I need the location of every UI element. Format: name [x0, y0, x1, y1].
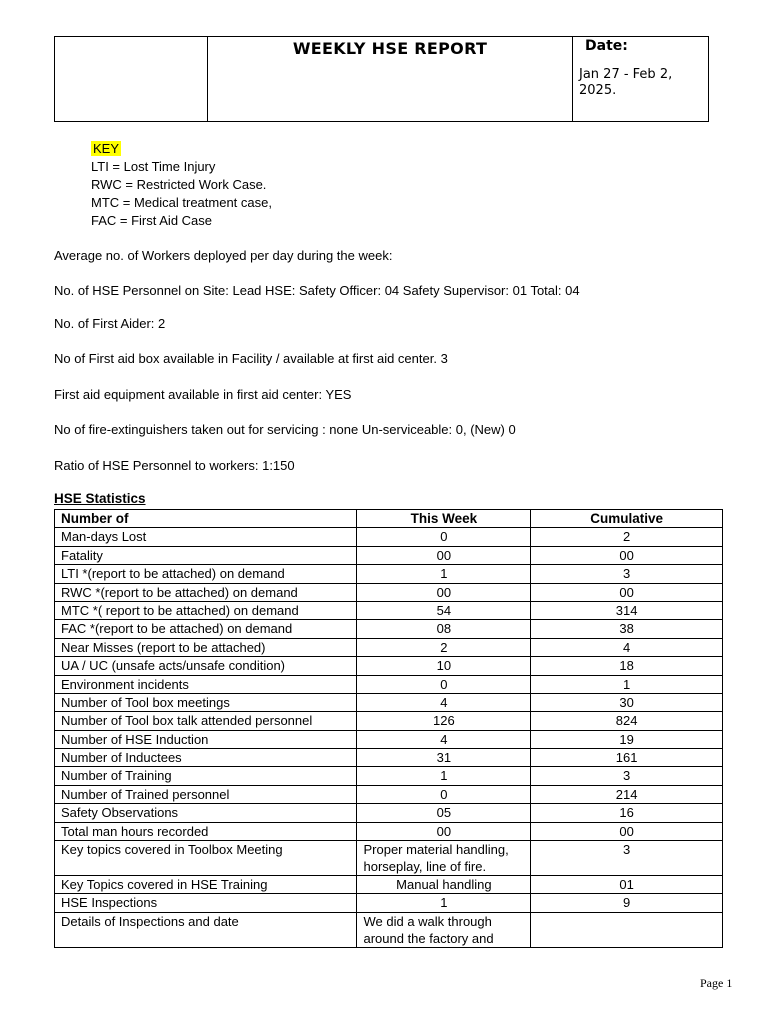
table-row — [55, 546, 723, 564]
row-this-week: 1 — [357, 565, 531, 583]
row-cumulative: 3 — [531, 565, 723, 583]
row-label: Key topics covered in Toolbox Meeting — [55, 841, 357, 876]
table-row — [55, 841, 723, 876]
table-row — [55, 638, 723, 656]
row-cumulative: 00 — [531, 546, 723, 564]
row-label: MTC *( report to be attached) on demand — [55, 601, 357, 619]
row-this-week: 0 — [357, 675, 531, 693]
table-row — [55, 876, 723, 894]
row-label: Environment incidents — [55, 675, 357, 693]
hse-statistics-title: HSE Statistics — [54, 491, 146, 506]
row-cumulative: 19 — [531, 730, 723, 748]
row-cumulative: 3 — [531, 767, 723, 785]
hse-personnel-line: No. of HSE Personnel on Site: Lead HSE: Safety Officer: 04 Safety Supervisor: 01 Total: 04 — [54, 283, 580, 298]
row-cumulative: 00 — [531, 822, 723, 840]
row-cumulative: 9 — [531, 894, 723, 912]
row-label: Details of Inspections and date — [55, 912, 357, 947]
table-row — [55, 730, 723, 748]
row-label: Number of Inductees — [55, 749, 357, 767]
row-this-week: 10 — [357, 657, 531, 675]
table-row — [55, 767, 723, 785]
row-this-week: 1 — [357, 767, 531, 785]
avg-workers-line: Average no. of Workers deployed per day during the week: — [54, 248, 393, 263]
table-row — [55, 912, 723, 947]
row-label: Number of Training — [55, 767, 357, 785]
column-header-number-of: Number of — [55, 510, 357, 528]
row-cumulative: 01 — [531, 876, 723, 894]
table-row — [55, 583, 723, 601]
table-row — [55, 528, 723, 546]
table-header-row — [55, 510, 723, 528]
row-label: Man-days Lost — [55, 528, 357, 546]
key-block — [91, 140, 272, 230]
row-cumulative: 161 — [531, 749, 723, 767]
row-this-week: 00 — [357, 822, 531, 840]
row-label: Number of Tool box talk attended personnel — [55, 712, 357, 730]
table-row — [55, 785, 723, 803]
fire-extinguishers-line: No of fire-extinguishers taken out for servicing : none Un-serviceable: 0, (New) 0 — [54, 422, 516, 437]
row-label: FAC *(report to be attached) on demand — [55, 620, 357, 638]
row-label: Fatality — [55, 546, 357, 564]
header-title-cell — [208, 37, 573, 122]
row-label: Key Topics covered in HSE Training — [55, 876, 357, 894]
first-aider-line: No. of First Aider: 2 — [54, 316, 166, 331]
row-this-week: 54 — [357, 601, 531, 619]
row-cumulative: 00 — [531, 583, 723, 601]
row-cumulative — [531, 912, 723, 947]
report-title: WEEKLY HSE REPORT — [292, 39, 488, 58]
row-this-week: Manual handling — [357, 876, 531, 894]
date-value: Jan 27 - Feb 2, 2025. — [579, 67, 673, 98]
table-row — [55, 565, 723, 583]
key-item-mtc: MTC = Medical treatment case, — [91, 195, 272, 210]
key-label: KEY — [93, 141, 120, 156]
row-label: Safety Observations — [55, 804, 357, 822]
header-logo-cell — [55, 37, 208, 122]
row-cumulative: 2 — [531, 528, 723, 546]
key-item-rwc: RWC = Restricted Work Case. — [91, 177, 267, 192]
key-item-lti: LTI = Lost Time Injury — [91, 159, 216, 174]
row-cumulative: 3 — [531, 841, 723, 876]
row-cumulative: 4 — [531, 638, 723, 656]
row-cumulative: 30 — [531, 693, 723, 711]
row-this-week: 31 — [357, 749, 531, 767]
row-label: HSE Inspections — [55, 894, 357, 912]
row-cumulative: 38 — [531, 620, 723, 638]
table-row — [55, 657, 723, 675]
row-this-week: 00 — [357, 583, 531, 601]
table-row — [55, 749, 723, 767]
row-this-week: 05 — [357, 804, 531, 822]
row-this-week: 1 — [357, 894, 531, 912]
page-number: Page 1 — [700, 976, 733, 990]
date-label: Date: — [585, 38, 628, 54]
column-header-this-week: This Week — [357, 510, 531, 528]
column-header-cumulative: Cumulative — [531, 510, 723, 528]
row-this-week: 0 — [357, 528, 531, 546]
table-body — [55, 528, 723, 947]
key-item-fac: FAC = First Aid Case — [91, 213, 213, 228]
row-label: Near Misses (report to be attached) — [55, 638, 357, 656]
table-row — [55, 894, 723, 912]
ratio-line: Ratio of HSE Personnel to workers: 1:150 — [54, 458, 295, 473]
table-row — [55, 693, 723, 711]
row-label: LTI *(report to be attached) on demand — [55, 565, 357, 583]
header-table — [54, 36, 709, 122]
row-this-week: 0 — [357, 785, 531, 803]
header-date-cell — [573, 37, 709, 122]
row-this-week: 00 — [357, 546, 531, 564]
table-row — [55, 822, 723, 840]
row-label: Total man hours recorded — [55, 822, 357, 840]
row-label: Number of HSE Induction — [55, 730, 357, 748]
row-label: RWC *(report to be attached) on demand — [55, 583, 357, 601]
row-this-week: 2 — [357, 638, 531, 656]
table-row — [55, 675, 723, 693]
row-cumulative: 1 — [531, 675, 723, 693]
row-this-week: We did a walk through around the factory and — [357, 912, 531, 947]
row-label: UA / UC (unsafe acts/unsafe condition) — [55, 657, 357, 675]
row-label: Number of Tool box meetings — [55, 693, 357, 711]
first-aid-box-line: No of First aid box available in Facility / available at first aid center. 3 — [54, 351, 448, 366]
table-row — [55, 601, 723, 619]
row-label: Number of Trained personnel — [55, 785, 357, 803]
row-this-week: Proper material handling, horseplay, line of fire. — [357, 841, 531, 876]
row-this-week: 08 — [357, 620, 531, 638]
row-this-week: 126 — [357, 712, 531, 730]
row-cumulative: 16 — [531, 804, 723, 822]
table-row — [55, 620, 723, 638]
hse-statistics-table — [54, 509, 723, 948]
row-cumulative: 214 — [531, 785, 723, 803]
table-row — [55, 712, 723, 730]
row-cumulative: 314 — [531, 601, 723, 619]
row-cumulative: 824 — [531, 712, 723, 730]
first-aid-equipment-line: First aid equipment available in first aid center: YES — [54, 387, 352, 402]
row-this-week: 4 — [357, 730, 531, 748]
row-this-week: 4 — [357, 693, 531, 711]
row-cumulative: 18 — [531, 657, 723, 675]
table-row — [55, 804, 723, 822]
